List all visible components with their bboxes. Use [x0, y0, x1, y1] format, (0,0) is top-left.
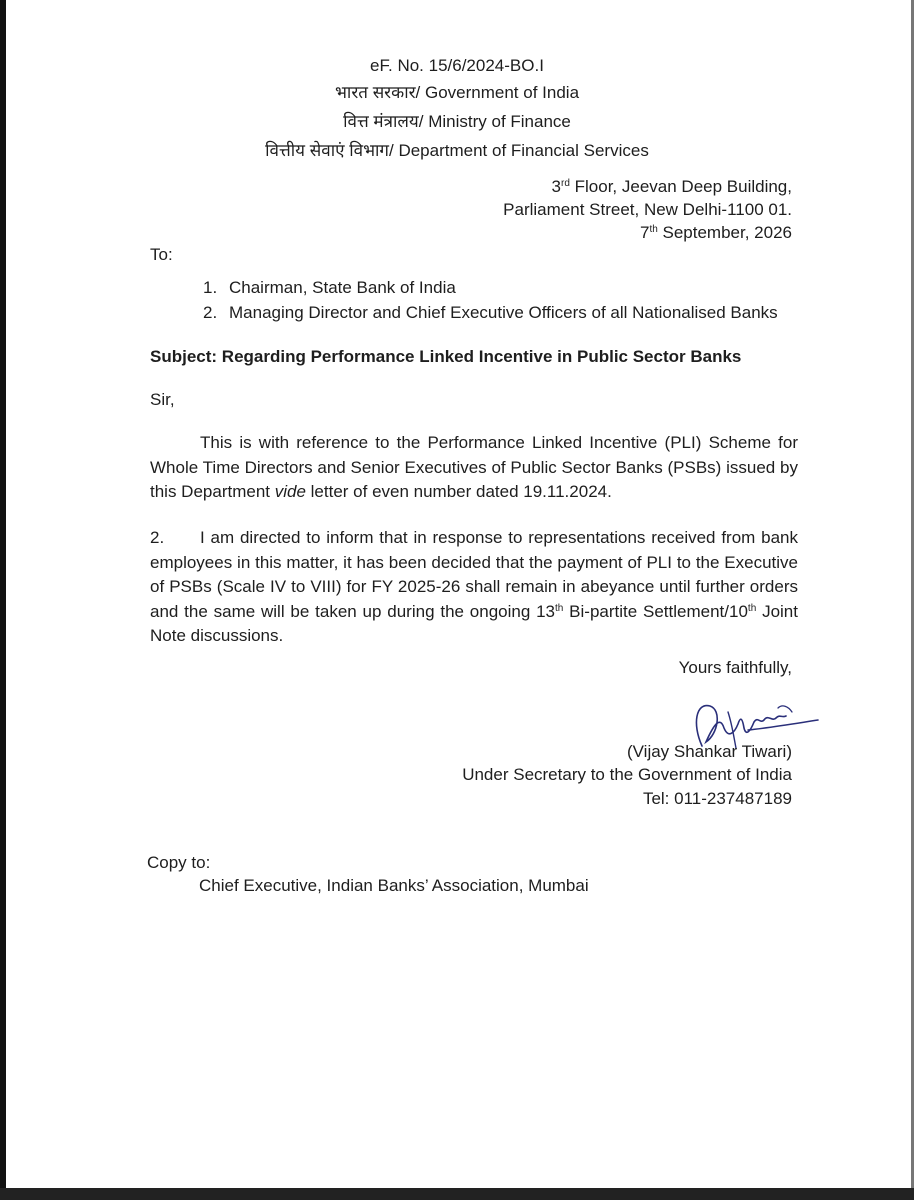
recipient-1-text: Chairman, State Bank of India [229, 278, 456, 297]
address-line-1: 3rd Floor, Jeevan Deep Building, [551, 177, 792, 196]
paragraph-2: 2. I am directed to inform that in response to representations received from bank employees in this matter, it has been decided that the payment of PLI to the Executive of PSBs (Scale IV to VIII) for FY 2025-26 shall remain in abeyance until further orders and the same will be taken up during the ongoing 13th Bi-partite Settlement/10th Joint Note discussions. [150, 528, 798, 645]
scan-edge-left [0, 0, 6, 1200]
recipient-2-text: Managing Director and Chief Executive Officers of all Nationalised Banks [229, 303, 778, 322]
to-label: To: [150, 245, 173, 264]
signatory-name: (Vijay Shankar Tiwari) [626, 742, 792, 761]
copy-to-recipient: Chief Executive, Indian Banks’ Association, Mumbai [199, 876, 589, 895]
signatory-designation: Under Secretary to the Government of India [462, 765, 792, 784]
recipient-1-number: 1. [203, 278, 218, 297]
department-line: वित्तीय सेवाएं विभाग/ Department of Financial Services [265, 141, 649, 160]
file-number: eF. No. 15/6/2024-BO.I [370, 56, 544, 75]
salutation: Sir, [150, 390, 175, 409]
subject-text: Regarding Performance Linked Incentive in Public Sector Banks [217, 347, 742, 366]
paragraph-2-number: 2. [150, 528, 165, 547]
govt-line: भारत सरकार/ Government of India [334, 83, 580, 102]
signatory-telephone: Tel: 011-237487189 [642, 789, 792, 808]
address-line-2: Parliament Street, New Delhi-1100 01. [503, 200, 792, 219]
yours-faithfully: Yours faithfully, [678, 658, 792, 677]
recipient-2-number: 2. [203, 303, 218, 322]
paragraph-1: This is with reference to the Performance Linked Incentive (PLI) Scheme for Whole Time Directors and Senior Executives of Public Sector Banks (PSBs) issued by this Department vide letter of even number dated 19.11.2024. [150, 433, 798, 501]
subject-line [150, 347, 741, 367]
subject-label: Subject: [150, 347, 218, 366]
letter-date: 7th September, 2026 [639, 223, 792, 242]
scan-edge-bottom [0, 1188, 914, 1200]
ministry-line: वित्त मंत्रालय/ Ministry of Finance [343, 112, 571, 131]
copy-to-label: Copy to: [147, 853, 211, 872]
